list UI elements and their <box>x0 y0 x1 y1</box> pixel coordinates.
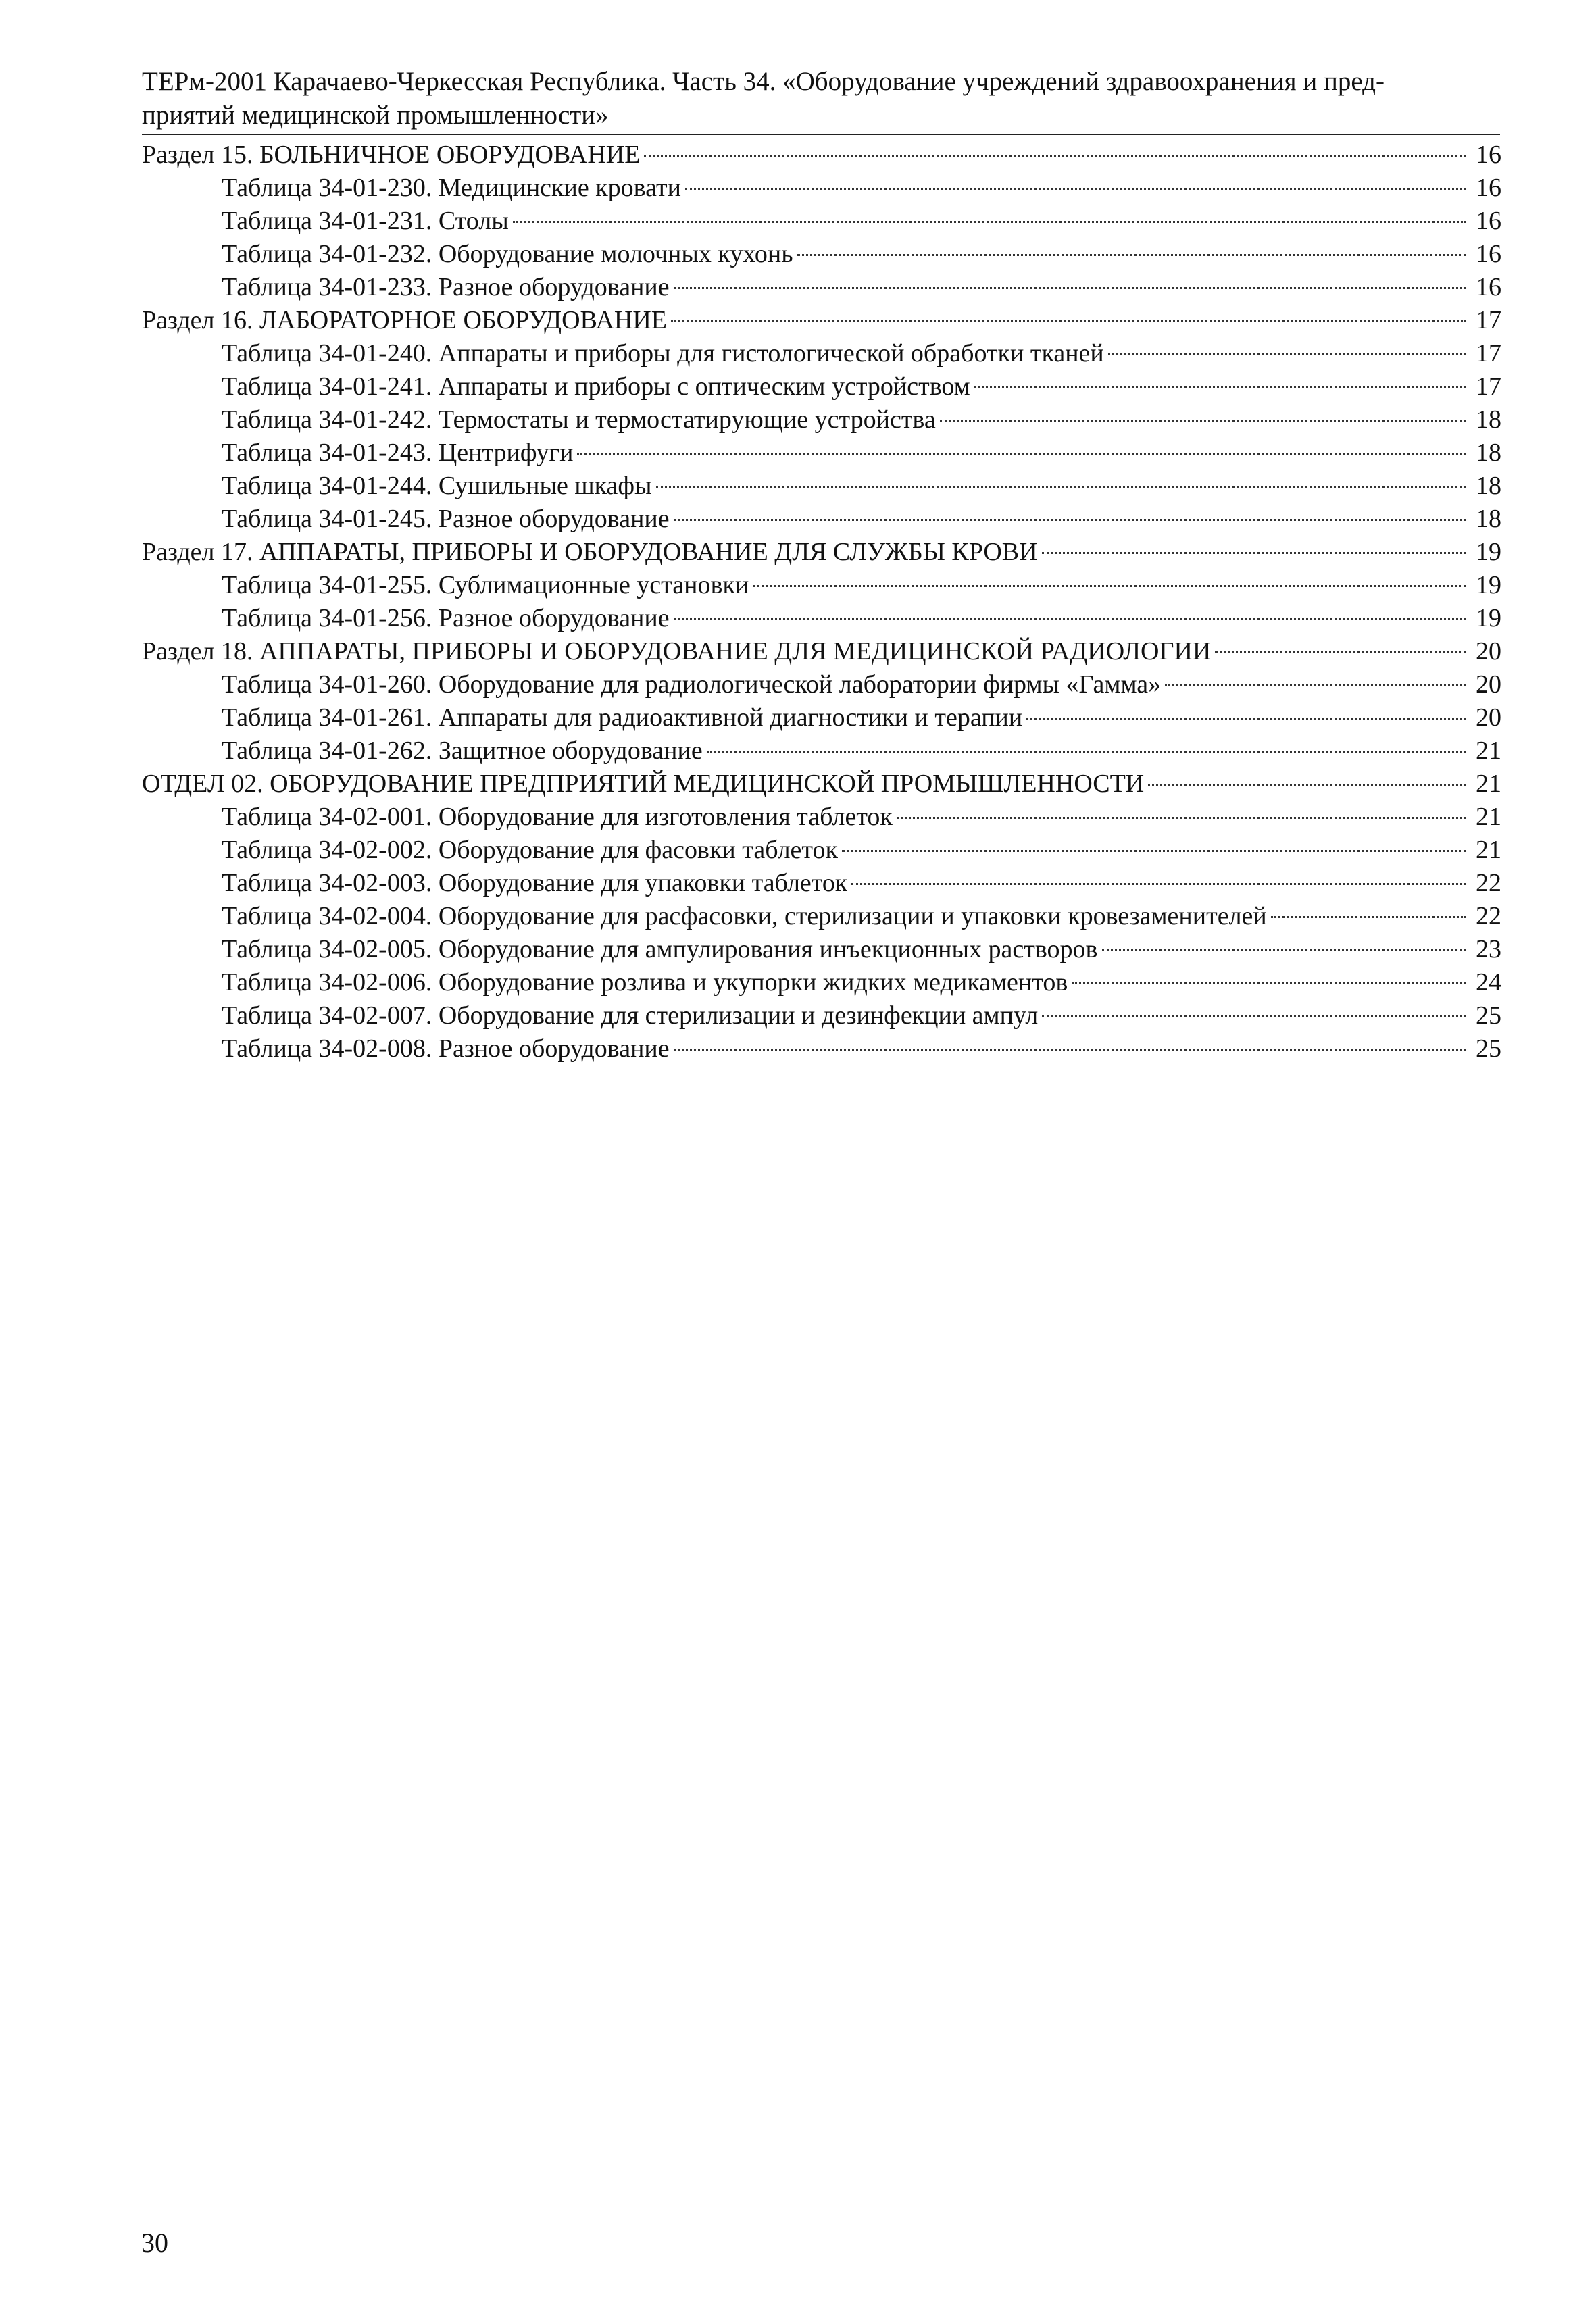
toc-table-entry[interactable] <box>142 668 1501 701</box>
toc-table-entry[interactable] <box>142 834 1501 867</box>
toc-entry-title: ОТДЕЛ 02. ОБОРУДОВАНИЕ ПРЕДПРИЯТИЙ МЕДИЦИНСКОЙ ПРОМЫШЛЕННОСТИ <box>142 770 1145 798</box>
dot-leader <box>851 883 1466 885</box>
toc-entry-page: 20 <box>1476 670 1501 699</box>
toc-table-entry[interactable] <box>142 933 1501 966</box>
toc-entry-page: 18 <box>1476 405 1501 434</box>
toc-table-entry[interactable] <box>142 1032 1501 1065</box>
toc-entry-page: 16 <box>1476 273 1501 301</box>
header-line-1: ТЕРм-2001 Карачаево-Черкесская Республика. Часть 34. «Оборудование учреждений здравоохранения и пред- <box>142 67 1385 96</box>
toc-entry-title: Таблица 34-01-231. Столы <box>222 207 509 235</box>
toc-entry-title: Таблица 34-01-232. Оборудование молочных кухонь <box>222 240 793 268</box>
page-number: 30 <box>141 2228 168 2258</box>
toc-entry-page: 17 <box>1476 339 1501 368</box>
toc-entry-title: Таблица 34-02-004. Оборудование для расфасовки, стерилизации и упаковки кровезаменителей <box>222 902 1267 930</box>
toc-entry-page: 21 <box>1476 803 1501 831</box>
dot-leader <box>577 453 1466 455</box>
dot-leader <box>644 155 1466 157</box>
toc-table-entry[interactable] <box>142 734 1501 768</box>
toc-entry-page: 22 <box>1476 869 1501 897</box>
toc-entry-page: 19 <box>1476 571 1501 599</box>
dot-leader <box>974 386 1466 388</box>
toc-entry-title: Таблица 34-01-240. Аппараты и приборы для гистологической обработки тканей <box>222 339 1104 368</box>
toc-table-entry[interactable] <box>142 966 1501 999</box>
toc-table-entry[interactable] <box>142 470 1501 503</box>
toc-table-entry[interactable] <box>142 701 1501 734</box>
toc-section-entry[interactable] <box>142 768 1501 801</box>
dot-leader <box>842 850 1466 852</box>
dot-leader <box>1108 353 1466 355</box>
dot-leader <box>513 221 1466 223</box>
toc-entry-title: Раздел 18. АППАРАТЫ, ПРИБОРЫ И ОБОРУДОВАНИЕ ДЛЯ МЕДИЦИНСКОЙ РАДИОЛОГИИ <box>142 637 1212 665</box>
dot-leader <box>1042 1015 1466 1017</box>
toc-entry-page: 16 <box>1476 141 1501 169</box>
toc-entry-page: 25 <box>1476 1001 1501 1030</box>
toc-entry-page: 17 <box>1476 306 1501 334</box>
toc-entry-title: Таблица 34-01-245. Разное оборудование <box>222 505 670 533</box>
toc-entry-title: Таблица 34-02-001. Оборудование для изготовления таблеток <box>222 803 893 831</box>
toc-entry-title: Таблица 34-01-241. Аппараты и приборы с оптическим устройством <box>222 372 970 401</box>
toc-entry-title: Таблица 34-01-243. Центрифуги <box>222 438 574 467</box>
dot-leader <box>1102 949 1467 951</box>
toc-entry-title: Таблица 34-01-244. Сушильные шкафы <box>222 472 652 500</box>
toc-entry-page: 18 <box>1476 438 1501 467</box>
toc-entry-page: 16 <box>1476 207 1501 235</box>
dot-leader <box>671 320 1466 322</box>
toc-entry-page: 25 <box>1476 1034 1501 1063</box>
toc-entry-page: 21 <box>1476 736 1501 765</box>
dot-leader <box>1072 982 1466 984</box>
dot-leader <box>707 751 1466 753</box>
toc-section-entry[interactable] <box>142 536 1501 569</box>
toc-section-entry[interactable] <box>142 635 1501 668</box>
dot-leader <box>1165 684 1466 686</box>
toc-table-entry[interactable] <box>142 999 1501 1032</box>
toc-table-entry[interactable] <box>142 867 1501 900</box>
toc-entry-title: Таблица 34-01-255. Сублимационные установки <box>222 571 749 599</box>
dot-leader <box>897 817 1466 819</box>
dot-leader <box>1215 651 1466 653</box>
toc-entry-title: Таблица 34-02-006. Оборудование розлива и укупорки жидких медикаментов <box>222 968 1068 997</box>
toc-table-entry[interactable] <box>142 503 1501 536</box>
running-header <box>142 65 1500 135</box>
toc-entry-title: Таблица 34-02-002. Оборудование для фасовки таблеток <box>222 836 838 864</box>
toc-section-entry[interactable] <box>142 139 1501 172</box>
dot-leader <box>940 420 1466 422</box>
toc-entry-title: Таблица 34-02-008. Разное оборудование <box>222 1034 670 1063</box>
toc-entry-title: Таблица 34-02-003. Оборудование для упаковки таблеток <box>222 869 848 897</box>
dot-leader <box>1271 916 1466 918</box>
toc-entry-page: 20 <box>1476 703 1501 732</box>
toc-table-entry[interactable] <box>142 271 1501 304</box>
toc-entry-title: Раздел 15. БОЛЬНИЧНОЕ ОБОРУДОВАНИЕ <box>142 141 641 169</box>
dot-leader <box>1042 552 1466 554</box>
toc-entry-title: Раздел 16. ЛАБОРАТОРНОЕ ОБОРУДОВАНИЕ <box>142 306 668 334</box>
dot-leader <box>674 1049 1466 1051</box>
toc-entry-page: 16 <box>1476 174 1501 202</box>
toc-entry-page: 23 <box>1476 935 1501 963</box>
toc-entry-page: 16 <box>1476 240 1501 268</box>
header-line-2: приятий медицинской промышленности» <box>142 101 609 130</box>
toc-entry-title: Таблица 34-01-260. Оборудование для радиологической лаборатории фирмы «Гамма» <box>222 670 1162 699</box>
toc-table-entry[interactable] <box>142 370 1501 403</box>
toc-entry-title: Таблица 34-01-262. Защитное оборудование <box>222 736 703 765</box>
toc-entry-page: 18 <box>1476 472 1501 500</box>
dot-leader <box>674 618 1466 620</box>
dot-leader <box>753 585 1466 587</box>
dot-leader <box>1148 784 1466 786</box>
toc-entry-page: 17 <box>1476 372 1501 401</box>
toc-entry-title: Таблица 34-01-261. Аппараты для радиоактивной диагностики и терапии <box>222 703 1023 732</box>
toc-entry-title: Таблица 34-01-230. Медицинские кровати <box>222 174 681 202</box>
toc-entry-title: Таблица 34-02-007. Оборудование для стерилизации и дезинфекции ампул <box>222 1001 1039 1030</box>
toc-table-entry[interactable] <box>142 403 1501 436</box>
toc-table-entry[interactable] <box>142 172 1501 205</box>
toc-entry-page: 22 <box>1476 902 1501 930</box>
dot-leader <box>656 486 1466 488</box>
toc-table-entry[interactable] <box>142 569 1501 602</box>
toc-entry-title: Таблица 34-01-256. Разное оборудование <box>222 604 670 632</box>
toc-entry-title: Таблица 34-01-233. Разное оборудование <box>222 273 670 301</box>
toc-entry-title: Таблица 34-01-242. Термостаты и термостатирующие устройства <box>222 405 936 434</box>
table-of-contents <box>142 139 1501 1065</box>
toc-entry-page: 19 <box>1476 538 1501 566</box>
dot-leader <box>797 254 1466 256</box>
toc-entry-title: Раздел 17. АППАРАТЫ, ПРИБОРЫ И ОБОРУДОВАНИЕ ДЛЯ СЛУЖБЫ КРОВИ <box>142 538 1038 566</box>
dot-leader <box>685 188 1466 190</box>
toc-table-entry[interactable] <box>142 801 1501 834</box>
toc-entry-page: 19 <box>1476 604 1501 632</box>
toc-entry-page: 24 <box>1476 968 1501 997</box>
dot-leader <box>674 519 1466 521</box>
toc-table-entry[interactable] <box>142 205 1501 238</box>
toc-table-entry[interactable] <box>142 337 1501 370</box>
toc-entry-page: 21 <box>1476 770 1501 798</box>
toc-table-entry[interactable] <box>142 900 1501 933</box>
toc-table-entry[interactable] <box>142 436 1501 470</box>
toc-entry-page: 20 <box>1476 637 1501 665</box>
toc-table-entry[interactable] <box>142 602 1501 635</box>
toc-entry-page: 21 <box>1476 836 1501 864</box>
toc-entry-page: 18 <box>1476 505 1501 533</box>
toc-entry-title: Таблица 34-02-005. Оборудование для ампулирования инъекционных растворов <box>222 935 1098 963</box>
toc-section-entry[interactable] <box>142 304 1501 337</box>
toc-table-entry[interactable] <box>142 238 1501 271</box>
dot-leader <box>674 287 1466 289</box>
dot-leader <box>1026 718 1466 720</box>
